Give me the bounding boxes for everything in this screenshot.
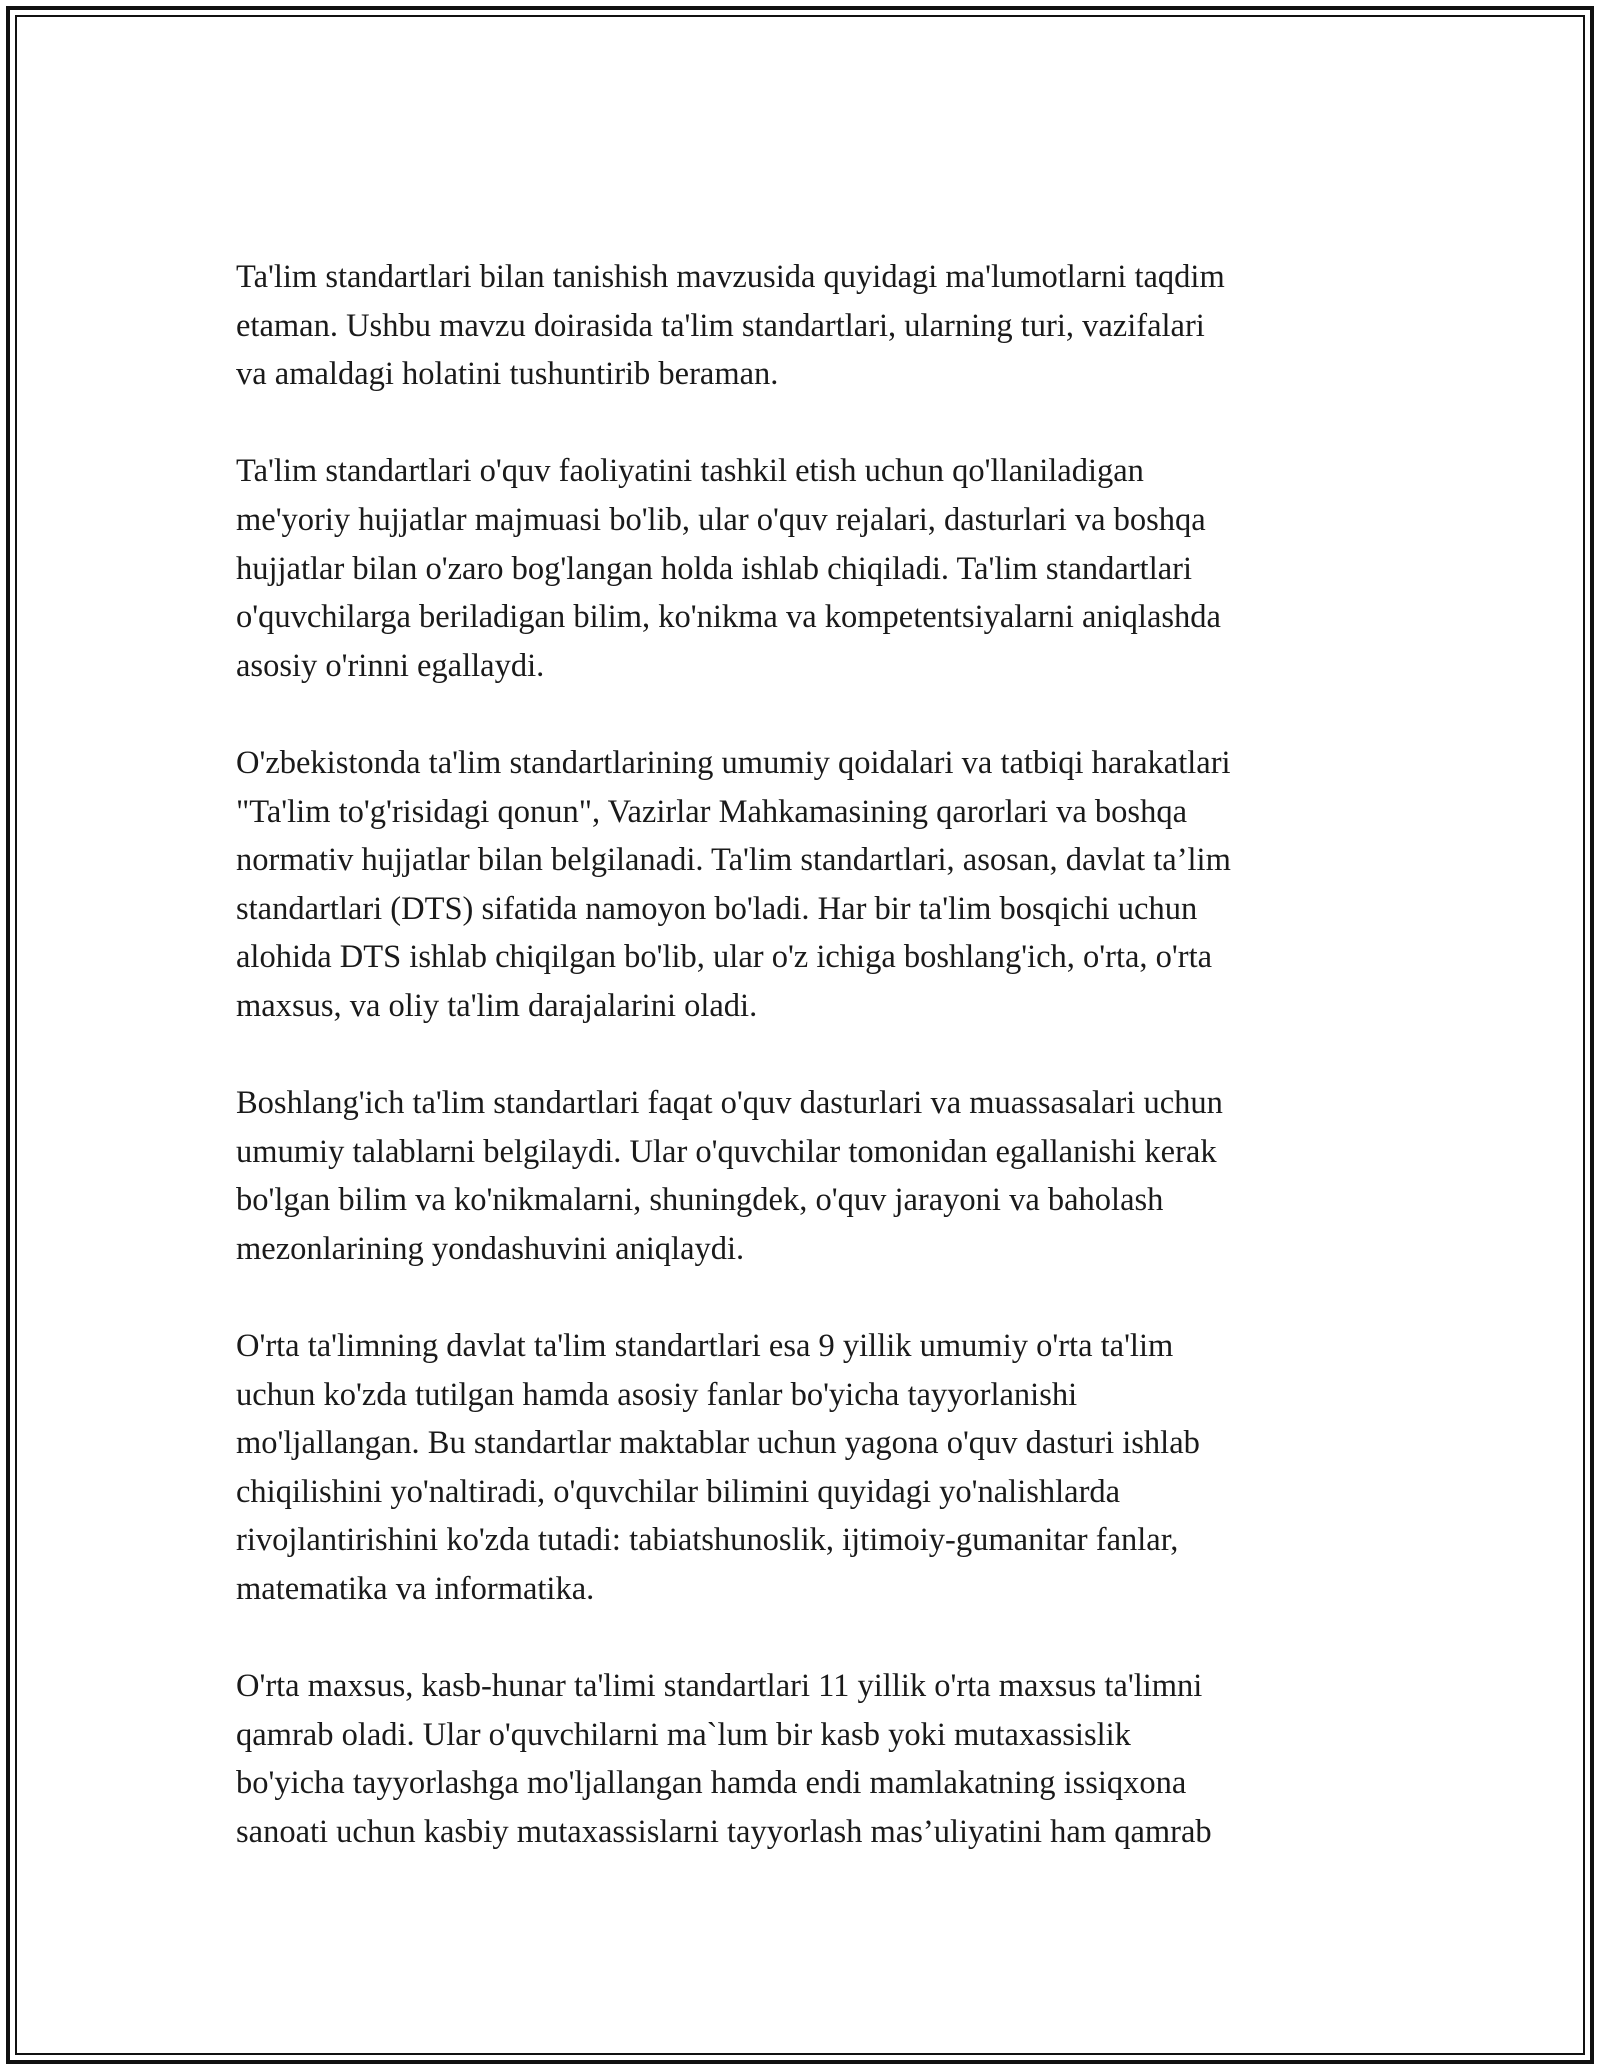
paragraph-uzbekistan-dts: O'zbekistonda ta'lim standartlarining umumiy qoidalari va tatbiqi harakatlari "Ta'lim to'g'risidagi qonun", Vazirlar Mahkamasining qarorlari va boshqa normativ hujjatlar bilan belgilanadi. Ta'lim standartlari, asosan, davlat ta’lim standartlari (DTS) sifatida namoyon bo'ladi. Har bir ta'lim bosqichi uchun alohida DTS ishlab chiqilgan bo'lib, ular o'z ichiga boshlang'ich, o'rta, o'rta maxsus, va oliy ta'lim darajalarini oladi. xyxy=(236,744,1231,1024)
paragraph-definition: Ta'lim standartlari o'quv faoliyatini tashkil etish uchun qo'llaniladigan me'yoriy hujjatlar majmuasi bo'lib, ular o'quv rejalari, dasturlari va boshqa hujjatlar bilan o'zaro bog'langan holda ishlab chiqiladi. Ta'lim standartlari o'quvchilarga beriladigan bilim, ko'nikma va kompetentsiyalarni aniqlashda asosiy o'rinni egallaydi. xyxy=(236,453,1221,684)
paragraph-vocational-standards: O'rta maxsus, kasb-hunar ta'limi standartlari 11 yillik o'rta maxsus ta'limni qamrab oladi. Ular o'quvchilarni ma`lum bir kasb yoki mutaxassislik bo'yicha tayyorlashga mo'ljallangan hamda endi mamlakatning issiqxona sanoati uchun kasbiy mutaxassislarni tayyorlash mas’uliyatini ham qamrab xyxy=(236,1668,1212,1850)
paragraph-primary-standards: Boshlang'ich ta'lim standartlari faqat o'quv dasturlari va muassasalari uchun umumiy talablarni belgilaydi. Ular o'quvchilar tomonidan egallanishi kerak bo'lgan bilim va ko'nikmalarni, shuningdek, o'quv jarayoni va baholash mezonlarining yondashuvini aniqlaydi. xyxy=(236,1085,1223,1267)
paragraph-intro: Ta'lim standartlari bilan tanishish mavzusida quyidagi ma'lumotlarni taqdim etaman. Ushbu mavzu doirasida ta'lim standartlari, ularning turi, vazifalari va amaldagi holatini tushuntirib beraman. xyxy=(236,259,1225,393)
document-body xyxy=(236,253,1366,1905)
paragraph-secondary-standards: O'rta ta'limning davlat ta'lim standartlari esa 9 yillik umumiy o'rta ta'lim uchun ko'zda tutilgan hamda asosiy fanlar bo'yicha tayyorlanishi mo'ljallangan. Bu standartlar maktablar uchun yagona o'quv dasturi ishlab chiqilishini yo'naltiradi, o'quvchilar bilimini quyidagi yo'nalishlarda rivojlantirishini ko'zda tutadi: tabiatshunoslik, ijtimoiy-gumanitar fanlar, matematika va informatika. xyxy=(236,1328,1200,1608)
